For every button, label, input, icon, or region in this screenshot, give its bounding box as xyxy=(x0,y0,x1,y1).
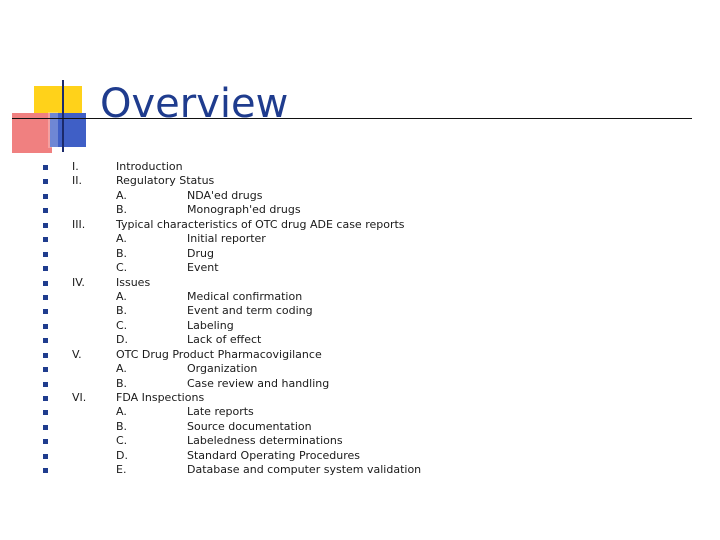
square-bullet-icon xyxy=(43,324,48,329)
square-bullet-icon xyxy=(43,468,48,473)
list-item xyxy=(0,377,720,391)
list-item xyxy=(0,434,720,448)
logo-red-square xyxy=(12,113,52,153)
subsection-letter: E. xyxy=(116,463,127,477)
section-number: V. xyxy=(72,347,82,361)
section-number: I. xyxy=(72,160,79,173)
subsection-letter: B. xyxy=(116,203,128,217)
list-item xyxy=(0,203,720,217)
section-title: Introduction xyxy=(116,160,183,173)
subsection-title: Event xyxy=(187,261,219,275)
list-item xyxy=(0,232,720,246)
subsection-letter: A. xyxy=(116,289,127,303)
subsection-title: Labeledness determinations xyxy=(187,434,343,448)
square-bullet-icon xyxy=(43,194,48,199)
subsection-title: Database and computer system validation xyxy=(187,463,422,477)
subsection-letter: A. xyxy=(116,232,127,246)
square-bullet-icon xyxy=(43,237,48,242)
list-item xyxy=(0,405,720,419)
subsection-title: Lack of effect xyxy=(187,333,262,347)
square-bullet-icon xyxy=(43,353,48,358)
square-bullet-icon xyxy=(43,281,48,286)
square-bullet-icon xyxy=(43,367,48,372)
subsection-title: Drug xyxy=(187,246,214,260)
subsection-title: Labeling xyxy=(187,318,234,332)
square-bullet-icon xyxy=(43,439,48,444)
list-item xyxy=(0,276,720,290)
section-title: Issues xyxy=(116,275,151,289)
list-item xyxy=(0,449,720,463)
subsection-title: Organization xyxy=(187,362,258,376)
square-bullet-icon xyxy=(43,295,48,300)
square-bullet-icon xyxy=(43,396,48,401)
logo-vertical-line xyxy=(62,80,64,152)
subsection-letter: C. xyxy=(116,261,128,275)
list-item xyxy=(0,261,720,275)
square-bullet-icon xyxy=(43,208,48,213)
list-item xyxy=(0,290,720,304)
section-title: FDA Inspections xyxy=(116,391,205,404)
subsection-title: NDA'ed drugs xyxy=(187,188,263,202)
subsection-letter: B. xyxy=(116,246,128,260)
list-item xyxy=(0,391,720,405)
subsection-title: Late reports xyxy=(187,405,254,419)
list-item xyxy=(0,333,720,347)
list-item xyxy=(0,420,720,434)
subsection-title: Standard Operating Procedures xyxy=(187,448,361,462)
square-bullet-icon xyxy=(43,252,48,257)
list-item xyxy=(0,174,720,188)
square-bullet-icon xyxy=(43,425,48,430)
subsection-title: Event and term coding xyxy=(187,304,313,318)
subsection-letter: A. xyxy=(116,188,127,202)
section-number: II. xyxy=(72,174,82,188)
section-title: Regulatory Status xyxy=(116,174,215,188)
square-bullet-icon xyxy=(43,223,48,228)
subsection-letter: D. xyxy=(116,448,128,462)
square-bullet-icon xyxy=(43,338,48,343)
subsection-letter: A. xyxy=(116,362,127,376)
subsection-title: Case review and handling xyxy=(187,376,330,390)
list-item xyxy=(0,189,720,203)
section-number: IV. xyxy=(72,275,85,289)
list-item xyxy=(0,319,720,333)
subsection-letter: D. xyxy=(116,333,128,347)
list-item xyxy=(0,218,720,232)
list-item xyxy=(0,247,720,261)
square-bullet-icon xyxy=(43,410,48,415)
section-title: Typical characteristics of OTC drug ADE case reports xyxy=(116,217,405,231)
subsection-letter: A. xyxy=(116,405,127,419)
list-item xyxy=(0,362,720,376)
subsection-title: Source documentation xyxy=(187,419,312,433)
subsection-title: Monograph'ed drugs xyxy=(187,203,301,217)
square-bullet-icon xyxy=(43,454,48,459)
square-bullet-icon xyxy=(43,266,48,271)
subsection-title: Medical confirmation xyxy=(187,289,303,303)
subsection-letter: B. xyxy=(116,376,128,390)
section-number: III. xyxy=(72,217,86,231)
square-bullet-icon xyxy=(43,382,48,387)
square-bullet-icon xyxy=(43,309,48,314)
square-bullet-icon xyxy=(43,179,48,184)
list-item xyxy=(0,304,720,318)
list-item xyxy=(0,348,720,362)
list-item xyxy=(0,463,720,477)
subsection-letter: C. xyxy=(116,434,128,448)
section-number: VI. xyxy=(72,391,87,404)
outline-list xyxy=(0,160,720,478)
list-item xyxy=(0,160,720,174)
subsection-letter: B. xyxy=(116,419,128,433)
subsection-title: Initial reporter xyxy=(187,232,266,246)
subsection-letter: B. xyxy=(116,304,128,318)
subsection-letter: C. xyxy=(116,318,128,332)
section-title: OTC Drug Product Pharmacovigilance xyxy=(116,347,322,361)
square-bullet-icon xyxy=(43,165,48,170)
slide-title: Overview xyxy=(100,81,289,127)
